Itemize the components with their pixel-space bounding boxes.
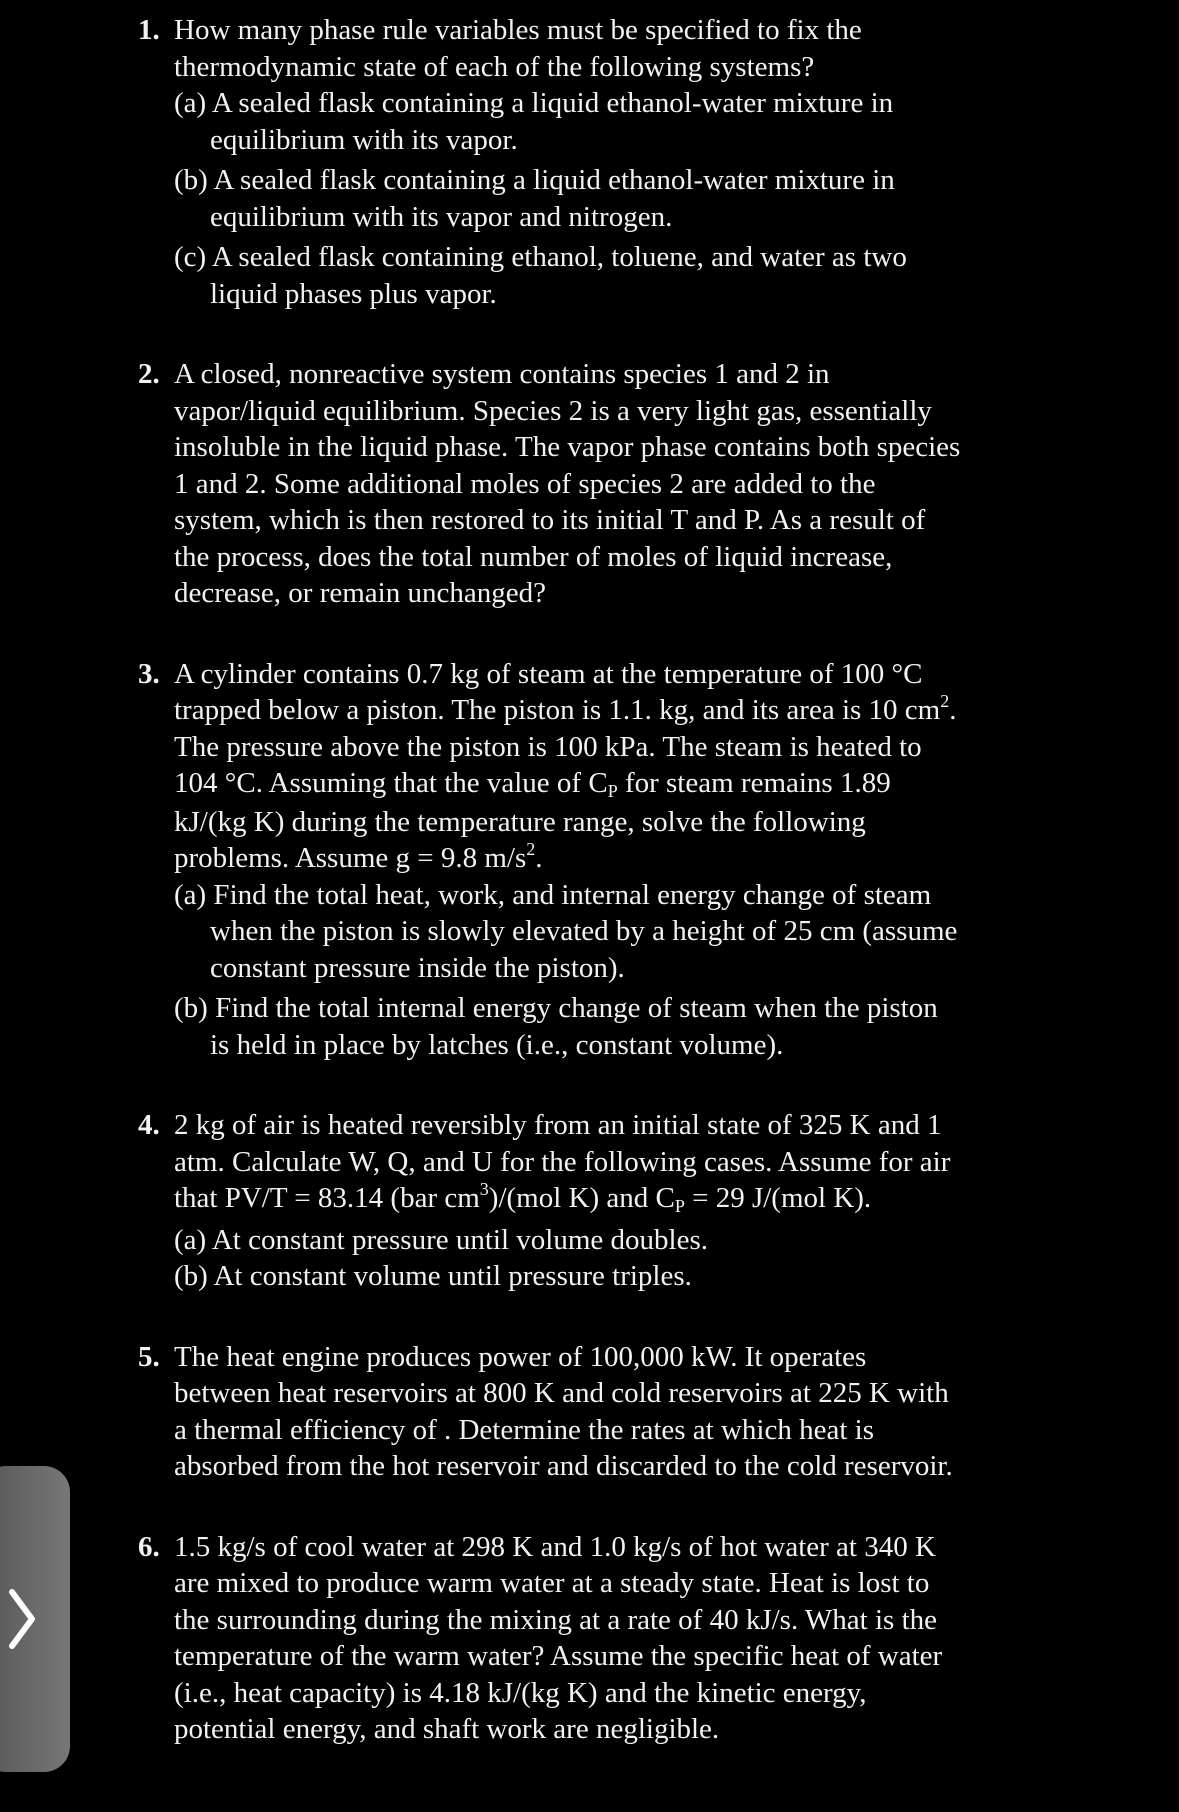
question-number: 4. bbox=[138, 1109, 160, 1141]
question-5 bbox=[138, 1339, 1138, 1485]
question-text-line: 104 °C. Assuming that the value of $C_P$ for steam remains 1.89 bbox=[174, 767, 891, 801]
question-text-line: trapped below a piston. The piston is 1.1. kg, and its area is 10 $cm^2$. bbox=[174, 691, 957, 726]
question-text-line: decrease, or remain unchanged? bbox=[174, 577, 546, 609]
question-text-line: that PV/T = 83.14 (bar $cm^3)/(mol$ K) and $C_P = 29$ J/(mol K). bbox=[174, 1179, 872, 1216]
question-text-line: thermodynamic state of each of the following systems? bbox=[174, 50, 815, 83]
question-1 bbox=[138, 12, 1138, 312]
question-text-line: The pressure above the piston is 100 kPa. The steam is heated to bbox=[174, 730, 922, 763]
question-text-line: the process, does the total number of moles of liquid increase, bbox=[174, 540, 893, 573]
question-text-line: system, which is then restored to its initial T and P. As a result of bbox=[174, 504, 926, 536]
question-2 bbox=[138, 356, 1138, 612]
question-number: 5. bbox=[138, 1340, 160, 1373]
question-text-line: between heat reservoirs at 800 K and cold reservoirs at 225 K with bbox=[174, 1377, 949, 1409]
question-text-line: How many phase rule variables must be specified to fix the bbox=[174, 14, 862, 46]
question-part-a: (a) Find the total heat, work, and internal energy change of steam when the piston is slowly elevated by a height of 25 cm (assume constant pressure inside the piston). bbox=[174, 878, 958, 984]
question-3 bbox=[138, 656, 1138, 1064]
question-text-line: atm. Calculate W, Q, and U for the following cases. Assume for air bbox=[174, 1145, 951, 1178]
question-text-line: vapor/liquid equilibrium. Species 2 is a very light gas, essentially bbox=[174, 394, 932, 427]
question-text-line: problems. Assume g = 9.8 $m/s^2$. bbox=[174, 839, 543, 874]
question-number: 2. bbox=[138, 358, 160, 390]
question-text-line: 2 kg of air is heated reversibly from an initial state of 325 K and 1 bbox=[174, 1109, 942, 1141]
question-text-line: kJ/(kg K) during the temperature range, solve the following bbox=[174, 805, 866, 838]
question-number: 3. bbox=[138, 657, 160, 690]
question-number: 1. bbox=[138, 14, 160, 46]
question-text-line: absorbed from the hot reservoir and discarded to the cold reservoir. bbox=[174, 1450, 953, 1482]
question-text-line: 1.5 kg/s of cool water at 298 K and 1.0 kg/s of hot water at 340 K bbox=[174, 1530, 936, 1563]
question-text-line: A cylinder contains 0.7 kg of steam at the temperature of 100 °C bbox=[174, 657, 923, 690]
question-number: 6. bbox=[138, 1530, 160, 1563]
question-part-a: (a) At constant pressure until volume doubles. bbox=[174, 1223, 708, 1256]
question-text-line: potential energy, and shaft work are negligible. bbox=[174, 1713, 720, 1745]
question-text-line: temperature of the warm water? Assume the specific heat of water bbox=[174, 1640, 943, 1672]
question-part-c: (c) A sealed flask containing ethanol, toluene, and water as two liquid phases plus vapor. bbox=[174, 241, 907, 310]
question-text-line: A closed, nonreactive system contains species 1 and 2 in bbox=[174, 358, 830, 390]
chevron-right-icon bbox=[2, 1584, 42, 1654]
question-4 bbox=[138, 1107, 1138, 1295]
problem-document bbox=[138, 12, 1138, 1748]
question-part-b: (b) At constant volume until pressure triples. bbox=[174, 1260, 692, 1292]
question-text-line: (i.e., heat capacity) is 4.18 kJ/(kg K) and the kinetic energy, bbox=[174, 1676, 867, 1709]
question-text-line: a thermal efficiency of . Determine the rates at which heat is bbox=[174, 1413, 874, 1446]
question-part-a: (a) A sealed flask containing a liquid ethanol-water mixture in equilibrium with its vapor. bbox=[174, 87, 894, 156]
question-6 bbox=[138, 1529, 1138, 1748]
question-text-line: The heat engine produces power of 100,000 kW. It operates bbox=[174, 1340, 867, 1373]
side-panel-toggle-button[interactable] bbox=[0, 1466, 70, 1772]
question-text-line: 1 and 2. Some additional moles of species 2 are added to the bbox=[174, 467, 876, 500]
question-text-line: are mixed to produce warm water at a steady state. Heat is lost to bbox=[174, 1567, 930, 1599]
question-text-line: insoluble in the liquid phase. The vapor phase contains both species bbox=[174, 431, 961, 463]
question-part-b: (b) Find the total internal energy change of steam when the piston is held in place by latches (i.e., constant volume). bbox=[174, 992, 938, 1061]
question-part-b: (b) A sealed flask containing a liquid ethanol-water mixture in equilibrium with its vapor and nitrogen. bbox=[174, 164, 895, 233]
question-text-line: the surrounding during the mixing at a rate of 40 kJ/s. What is the bbox=[174, 1603, 937, 1636]
